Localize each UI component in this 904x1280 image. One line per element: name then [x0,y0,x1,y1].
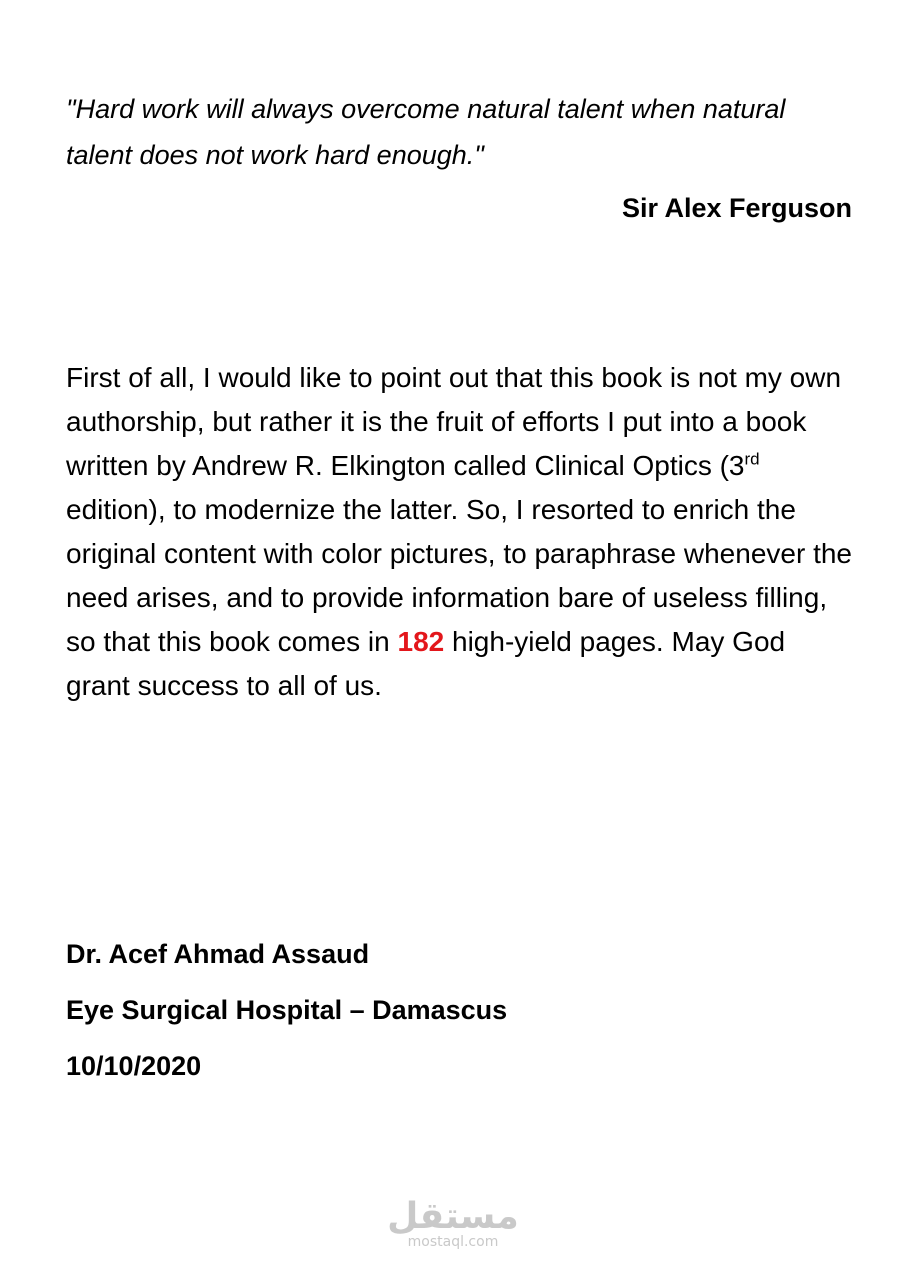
preface-text-part-2: edition), to modernize the latter. So, I resorted to enrich the original content with color pictures, to paraphrase whenever the need arises, and to provide information bare of useless filling, so that this book comes in [66,494,852,657]
signature-block [66,932,507,1100]
author-name: Dr. Acef Ahmad Assaud [66,939,370,969]
signature-date: 10/10/2020 [66,1051,202,1081]
watermark [380,1196,526,1250]
preface-paragraph [66,356,856,708]
author-institution: Eye Surgical Hospital – Damascus [66,995,508,1025]
watermark-logo: مستقل [387,1196,519,1237]
epigraph-author: Sir Alex Ferguson [621,193,852,223]
watermark-url: mostaql.com [407,1234,499,1250]
page-count-highlight: 182 [397,626,445,657]
epigraph-quote: "Hard work will always overcome natural talent when natural talent does not work hard enough." [66,94,786,170]
ordinal-superscript: rd [744,449,760,469]
preface-text-part-1: First of all, I would like to point out that this book is not my own authorship, but rather it is the fruit of efforts I put into a book written by Andrew R. Elkington called Clinical Optics (3 [66,362,842,481]
preface-text-part-3: high-yield pages. May God grant success to all of us. [66,626,786,701]
